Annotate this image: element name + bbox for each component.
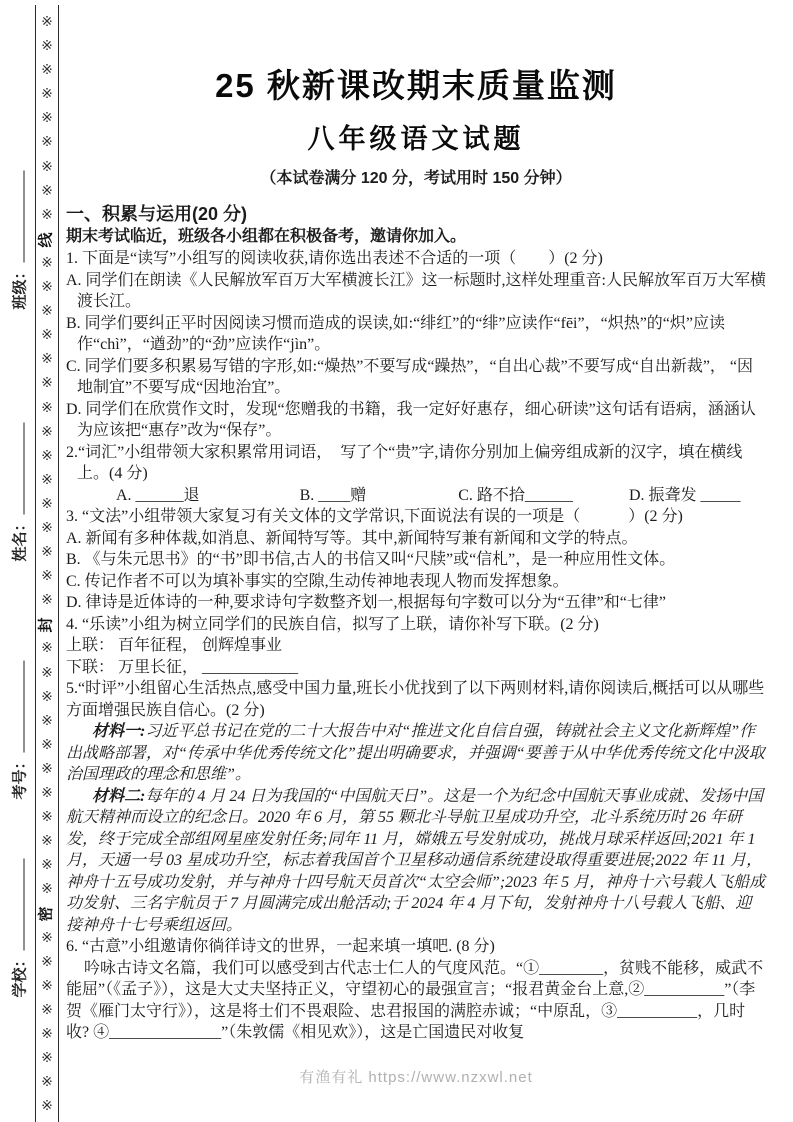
- q6-stem: 6. “古意”小组邀请你徜徉诗文的世界，一起来填一填吧. (8 分): [66, 938, 495, 955]
- exam-subtitle: 八年级语文试题: [307, 124, 525, 154]
- seal-symbol: ※: [41, 472, 53, 488]
- seal-symbol: ※: [41, 1075, 53, 1091]
- q4-first-line: 上联： 百年征程， 创辉煌事业: [66, 637, 283, 654]
- seal-symbol: ※: [41, 810, 53, 826]
- watermark: 有渔有礼 https://www.nzxwl.net: [299, 1068, 533, 1086]
- q1-option-d: D. 同学们在欣赏作文时，发现“您赠我的书籍，我一定好好惠存，细心研读”这句话有语病，涵涵认为应该把“惠存”改为“保存”。: [66, 400, 756, 439]
- seal-symbol: ※: [41, 569, 53, 585]
- q5-material-1-text: 习近平总书记在党的二十大报告中对“推进文化自信自强，铸就社会主义文化新辉煌”作出战略部署，对“传承中华优秀传统文化”提出明确要求，并强调“要善于从中华优秀传统文化中汲取治国理政的理念和思维”。: [66, 723, 765, 783]
- seal-symbol: ※: [41, 665, 53, 681]
- seal-symbol: ※: [41, 1026, 53, 1042]
- q2-blank-d: D. 振聋发 _____: [628, 486, 741, 504]
- q2-blank-c: C. 路不拾______: [458, 486, 573, 504]
- q5-material-2-text: 每年的 4 月 24 日为我国的“中国航天日”。这是一个为纪念中国航天事业成就、发扬中国航天精神而设立的纪念日。2020 年 6 月，第 55 颗北斗导航卫星成功升空，北斗系统历时 26 年研发，终于完成全部组网星座发射任务;同年 11 月，嫦娥五号发射成功，挑战月球采样返回;2021 年 1 月，天通一号 03 星成功升空，标志着我国首个卫星移动通信系统建设取得重要进展;2022 年 11 月，神舟十五号成功发射，并与神舟十四号航天员首次“太空会师”;2023 年 5 月，神舟十六号载人飞船成功发射、三名宇航员于 7 月圆满完成出舱活动;于 2024 年 4 月下旬，发射神舟十八号载人飞船、迎接神舟十七号乘组返回。: [66, 787, 766, 934]
- q4-second-line: 下联： 万里长征， ____________: [66, 658, 299, 676]
- seal-line-column: [35, 5, 59, 1122]
- field-school: [9, 858, 30, 997]
- seal-symbol: ※: [41, 207, 53, 223]
- seal-char: 线: [37, 232, 55, 248]
- seal-symbol: ※: [41, 352, 53, 368]
- seal-symbol: ※: [41, 858, 53, 874]
- seal-symbol: ※: [41, 183, 53, 199]
- q3-option-a: A. 新闻有多种体裁,如消息、新闻特写等。其中,新闻特写兼有新闻和文学的特点。: [66, 529, 638, 547]
- seal-char: 封: [37, 617, 55, 633]
- q3-option-c: C. 传记作者不可以为填补事实的空隙,生动传神地表现人物而发挥想象。: [66, 572, 569, 590]
- q2-blank-a: A. ______退: [116, 486, 200, 504]
- exam-note: （本试卷满分 120 分，考试用时 150 分钟）: [260, 170, 572, 187]
- field-school-blank-line: [21, 858, 25, 950]
- seal-symbol: ※: [41, 304, 53, 320]
- field-school-label: 学校：: [11, 952, 29, 998]
- field-class: [9, 170, 30, 309]
- field-exam-number-label: 考号：: [11, 754, 29, 800]
- seal-symbol: ※: [41, 954, 53, 970]
- student-info-margin: [0, 0, 35, 1122]
- seal-symbol: ※: [41, 689, 53, 705]
- q5-material-2: [66, 786, 766, 937]
- seal-symbol: ※: [41, 87, 53, 103]
- seal-symbol: ※: [41, 159, 53, 175]
- seal-symbol: ※: [41, 520, 53, 536]
- seal-symbol: ※: [41, 1051, 53, 1067]
- seal-symbol: ※: [41, 63, 53, 79]
- field-name-blank-line: [21, 422, 25, 514]
- seal-symbol: ※: [41, 376, 53, 392]
- q4-stem: 4. “乐读”小组为树立同学们的民族自信，拟写了上联，请你补写下联。(2 分): [66, 615, 599, 633]
- seal-symbol: ※: [41, 111, 53, 127]
- seal-symbol: ※: [41, 545, 53, 561]
- field-exam-number: [9, 660, 30, 799]
- field-class-label: 班级：: [11, 264, 29, 310]
- section-one-heading: 一、积累与运用(20 分): [66, 204, 248, 224]
- seal-symbol: ※: [41, 280, 53, 296]
- q2-blank-b: B. ____赠: [299, 486, 367, 504]
- field-name: [9, 422, 30, 561]
- seal-symbol: ※: [41, 713, 53, 729]
- seal-symbol: ※: [41, 39, 53, 55]
- q2-stem: 2.“词汇”小组带领大家积累常用词语， 写了个“贵”字,请你分别加上偏旁组成新的汉字，填在横线上。(4 分): [66, 443, 743, 482]
- section-one-intro: 期末考试临近，班级各小组都在积极备考，邀请你加入。: [66, 228, 467, 245]
- q3-option-b: B. 《与朱元思书》的“书”即书信,古人的书信又叫“尺牍”或“信札”，是一种应用性文体。: [66, 551, 676, 568]
- q2-blank-row: [66, 485, 766, 507]
- q5-stem: 5.“时评”小组留心生活热点,感受中国力量,班长小优找到了以下两则材料,请你阅读后,概括可以从哪些方面增强民族自信心。(2 分): [66, 680, 765, 719]
- seal-symbol: ※: [41, 593, 53, 609]
- seal-symbol: ※: [41, 1099, 53, 1115]
- q5-material-2-label: 材料二:: [92, 787, 146, 805]
- seal-symbol: ※: [41, 737, 53, 753]
- seal-symbol: ※: [41, 328, 53, 344]
- exam-title: 25 秋新课改期末质量监测: [215, 67, 617, 104]
- q1-option-c: C. 同学们要多积累易写错的字形,如:“燥热”不要写成“躁热”，“自出心裁”不要写成“自出新裁”， “因地制宜”不要写成“因地治宜”。: [66, 357, 754, 396]
- q3-option-d: D. 律诗是近体诗的一种,要求诗句字数整齐划一,根据每句字数可以分为“五律”和“七律”: [66, 594, 666, 611]
- q1-option-b: B. 同学们要纠正平时因阅读习惯而造成的误读,如:“绯红”的“绯”应读作“fēi”，“炽热”的“炽”应读作“chì”，“遒劲”的“劲”应读作“jìn”。: [66, 314, 726, 353]
- seal-symbol: ※: [41, 1002, 53, 1018]
- q6-body: 吟咏古诗文名篇，我们可以感受到古代志士仁人的气度风范。“①________，贫贱不能移，威武不能屈”（《孟子》），这是大丈夫坚持正义，守望初心的最强宣言；“报君黄金台上意,②__________”（李贺《雁门太守行》），这是将士们不畏艰险、忠君报国的满腔赤诚；“中原乱，③__________，几时收? ④______________”（朱敦儒《相见欢》），这是亡国遗民对收复: [66, 959, 764, 1041]
- field-name-label: 姓名：: [11, 516, 29, 562]
- seal-symbol: ※: [41, 424, 53, 440]
- seal-symbol: ※: [41, 761, 53, 777]
- seal-symbol: ※: [41, 15, 53, 30]
- seal-symbol: ※: [41, 882, 53, 898]
- field-class-blank-line: [21, 170, 25, 262]
- seal-symbol: ※: [41, 834, 53, 850]
- seal-symbol: ※: [41, 930, 53, 946]
- seal-symbol: ※: [41, 978, 53, 994]
- seal-symbol: ※: [41, 496, 53, 512]
- seal-symbol: ※: [41, 400, 53, 416]
- exam-content: [66, 0, 766, 1087]
- seal-symbol: ※: [41, 255, 53, 271]
- seal-symbol: ※: [41, 786, 53, 801]
- q5-material-1: [66, 721, 766, 786]
- q3-stem: 3. “文法”小组带领大家复习有关文体的文学常识,下面说法有误的一项是（ ）(2 分): [66, 508, 683, 525]
- seal-symbol: ※: [41, 448, 53, 464]
- seal-symbol: ※: [41, 135, 53, 151]
- seal-symbol: ※: [41, 641, 53, 657]
- q5-material-1-label: 材料一:: [92, 723, 146, 740]
- field-exam-number-blank-line: [21, 660, 25, 752]
- q1-stem: 1. 下面是“读写”小组写的阅读收获,请你选出表述不合适的一项（ ）(2 分): [66, 250, 603, 267]
- seal-char: 密: [37, 907, 55, 923]
- q1-option-a: A. 同学们在朗读《人民解放军百万大军横渡长江》这一标题时,这样处理重音:人民解放军百万大军横渡长江。: [66, 271, 767, 310]
